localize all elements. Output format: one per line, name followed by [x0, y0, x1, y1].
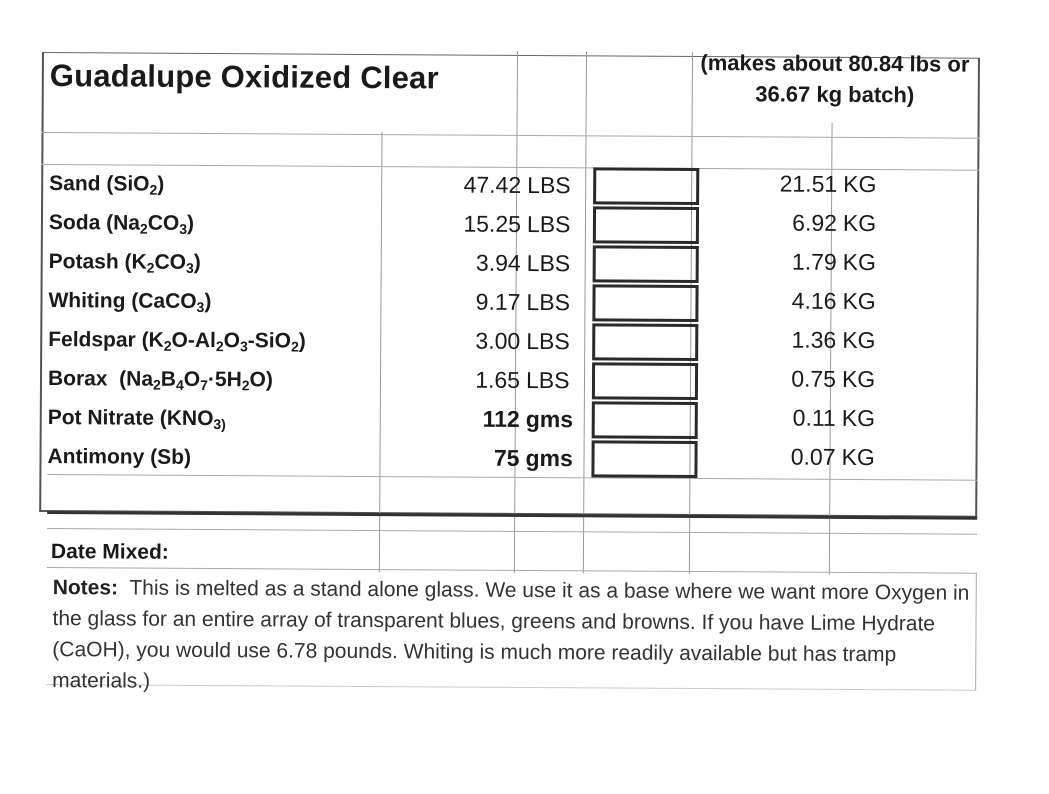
kg-value: 6.92 [792, 209, 838, 236]
lbs-value: 47.42 [463, 171, 522, 198]
lbs-unit: LBS [526, 210, 571, 238]
lbs-unit: LBS [526, 288, 571, 316]
checkbox[interactable] [593, 167, 699, 205]
gms-value: 75 [493, 444, 520, 471]
ingredient-name: Soda $(Na_2CO_3)$ [48, 211, 195, 237]
table-row [48, 281, 978, 326]
kg-unit: KG [842, 248, 877, 276]
table-row [49, 203, 979, 248]
kg-value: 0.75 [791, 365, 837, 392]
page-title: Guadalupe Oxidized Clear [49, 58, 439, 96]
checkbox[interactable] [592, 401, 698, 439]
notes-body: This is melted as a stand alone glass. We use it as a base where we want more Oxygen in the glass for an entire array of transparent blues, greens and browns. If you have Lime Hydrate (CaOH), you would use 6.78 pounds. Whiting is much more readily available but has tramp materials.) [52, 576, 970, 693]
lbs-unit: LBS [527, 171, 571, 199]
table-row [48, 359, 978, 404]
recipe-sheet [38, 52, 982, 698]
gms-unit: gms [525, 405, 574, 433]
checkbox[interactable] [592, 362, 698, 400]
batch-size-note: (makes about 80.84 lbs or 36.67 kg batch) [700, 50, 970, 108]
kg-unit: KG [842, 326, 876, 354]
gms-value: 112 [482, 405, 520, 432]
kg-value: 0.07 [790, 443, 836, 470]
notes-label: Notes: [52, 576, 119, 600]
lbs-unit: LBS [526, 249, 571, 277]
ingredient-name: Feldspar $(K_2O-Al_2O_3-SiO_2)$ [48, 328, 306, 355]
kg-unit: KG [841, 365, 876, 393]
table-row [49, 164, 979, 209]
kg-value: 4.16 [791, 287, 837, 314]
checkbox[interactable] [593, 206, 699, 244]
kg-value: 0.11 [792, 404, 836, 431]
gms-unit: gms [525, 444, 573, 472]
kg-unit: KG [843, 170, 877, 198]
lbs-value: 3.00 [475, 327, 521, 354]
checkbox[interactable] [592, 323, 698, 361]
lbs-value: 1.65 [475, 366, 521, 393]
kg-value: 1.79 [791, 248, 837, 275]
kg-unit: KG [842, 209, 877, 237]
date-mixed-label: Date Mixed: [50, 540, 169, 564]
ingredient-name: Sand (SiO$_2$) [49, 172, 165, 198]
table-row [48, 320, 978, 365]
ingredient-name: Whiting (CaCO$_3$) [48, 289, 212, 315]
checkbox[interactable] [593, 245, 699, 283]
kg-unit: KG [841, 404, 876, 432]
lbs-value: 15.25 [463, 210, 522, 237]
ingredient-name: Antimony (Sb) [47, 445, 192, 469]
grid-line [47, 528, 977, 535]
table-row [48, 398, 978, 443]
lbs-unit: LBS [525, 366, 570, 394]
table-row [49, 242, 979, 287]
ingredient-name: Pot Nitrate ($KNO_{3)}$ [47, 406, 226, 433]
kg-unit: KG [841, 443, 875, 471]
table-row [47, 437, 977, 482]
checkbox[interactable] [592, 284, 698, 322]
lbs-value: 3.94 [475, 249, 521, 276]
ingredient-name: Borax $(Na_2B_4O_7\cdot 5H_2O)$ [47, 367, 273, 394]
lbs-unit: LBS [526, 327, 570, 355]
checkbox[interactable] [591, 440, 697, 478]
ingredient-name: Potash $(K_2CO_3)$ [48, 250, 201, 276]
kg-value: 1.36 [791, 326, 837, 353]
kg-value: 21.51 [779, 170, 838, 197]
lbs-value: 9.17 [475, 288, 521, 315]
kg-unit: KG [842, 287, 876, 315]
notes-text [52, 572, 978, 702]
